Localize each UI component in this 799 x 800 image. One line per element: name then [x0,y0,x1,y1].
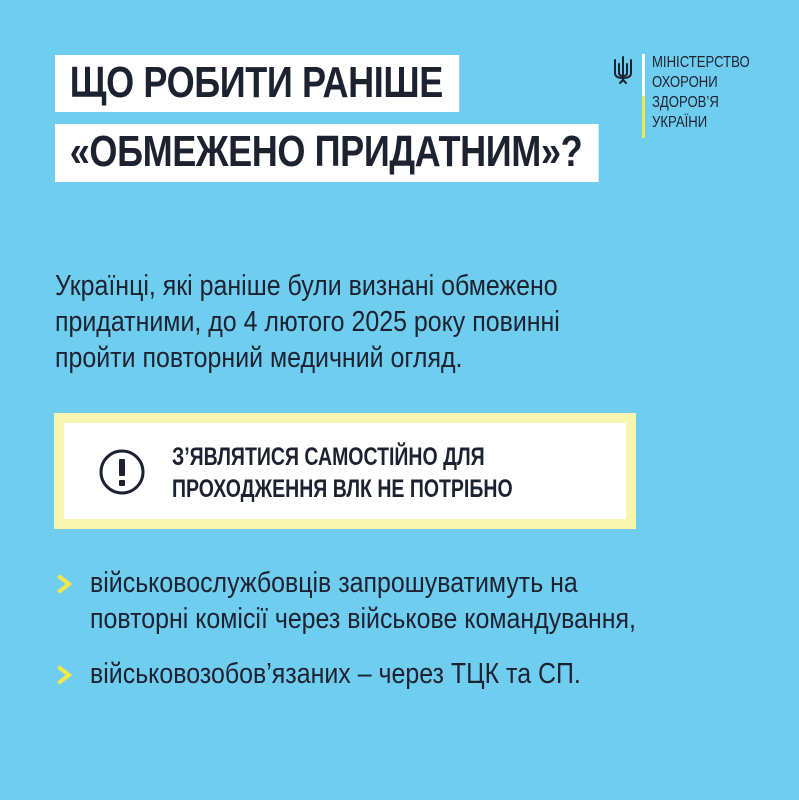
bullet-1-line-1: військовослужбовців запрошуватимуть на [90,567,578,599]
notice-text [172,441,513,505]
trident-icon [612,56,634,84]
chevron-right-icon [55,574,75,594]
intro-paragraph [55,268,657,376]
ministry-logo [612,54,772,138]
bullet-text [90,656,679,692]
intro-line-2: придатними, до 4 лютого 2025 року повинні [55,306,560,338]
title-line-2: «ОБМЕЖЕНО ПРИДАТНИМ»? [55,124,599,182]
logo-line-2: ОХОРОНИ [652,74,718,91]
chevron-right-icon [55,665,75,685]
bullet-1-line-2: повторні комісії через військове командування, [90,603,636,635]
logo-line-4: УКРАЇНИ [652,114,708,131]
logo-divider [642,54,645,138]
exclamation-icon [98,448,146,496]
notice-box [54,413,636,529]
logo-line-3: ЗДОРОВ’Я [652,94,719,111]
intro-line-1: Українці, які раніше були визнані обмежено [55,270,558,302]
bullet-list [55,565,775,711]
intro-line-3: пройти повторний медичний огляд. [55,342,463,374]
bullet-2-line-1: військовозобов’язаних – через ТЦК та СП. [90,658,581,690]
logo-text [652,53,750,133]
notice-line-2: ПРОХОДЖЕННЯ ВЛК НЕ ПОТРІБНО [172,475,513,503]
list-item [55,656,775,692]
notice-line-1: З’ЯВЛЯТИСЯ САМОСТІЙНО ДЛЯ [172,443,485,471]
title-line-1: ЩО РОБИТИ РАНІШЕ [55,55,459,112]
bullet-text [90,565,679,637]
logo-line-1: МІНІСТЕРСТВО [652,54,750,71]
list-item [55,565,775,637]
